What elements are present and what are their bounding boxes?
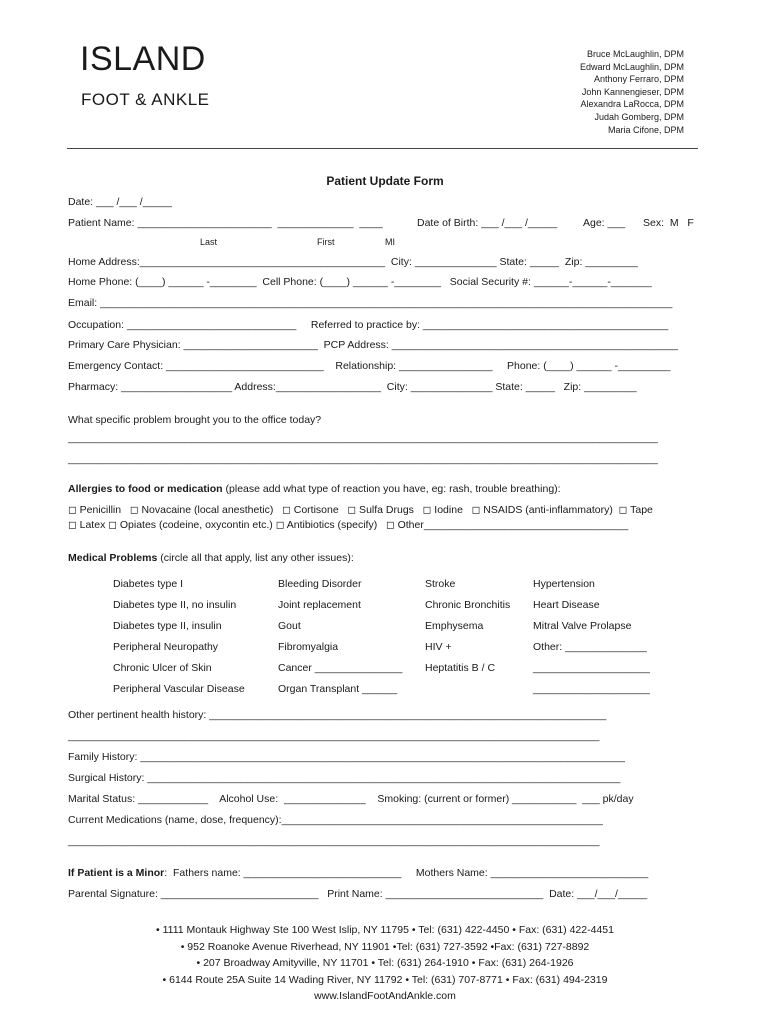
occupation-field[interactable]: Occupation: _____________________________ Referred to practice by: __________________________________________: [68, 319, 669, 331]
other-history-field[interactable]: Other pertinent health history: ____________________________________________________________________: [68, 709, 607, 721]
sublabel-last: Last: [200, 237, 218, 247]
other-history-line[interactable]: ___________________________________________________________________________________________: [68, 730, 600, 742]
problem-line[interactable]: _____________________________________________________________________________________________________: [68, 432, 658, 444]
office-address: • 207 Broadway Amityville, NY 11701 • Tel: (631) 264-1910 • Fax: (631) 264-1926: [196, 957, 574, 969]
phone-fields[interactable]: Home Phone: (____) ______ -________ Cell Phone: (____) ______ -________ Social Security #: ______-______-_______: [68, 276, 652, 288]
email-field[interactable]: Email: __________________________________________________________________________________________________: [68, 297, 673, 309]
doctor-name: Judah Gomberg, DPM: [594, 111, 684, 122]
condition-item[interactable]: Chronic Bronchitis: [425, 599, 511, 611]
condition-item[interactable]: Mitral Valve Prolapse: [533, 620, 632, 632]
website-link[interactable]: www.IslandFootAndAnkle.com: [314, 990, 456, 1002]
patient-name-field[interactable]: Patient Name: _______________________ _____________ ____: [68, 217, 383, 229]
doctor-name: Alexandra LaRocca, DPM: [580, 99, 684, 110]
header-divider: [67, 148, 698, 149]
condition-item[interactable]: Diabetes type II, no insulin: [113, 599, 237, 611]
problem-line[interactable]: _____________________________________________________________________________________________________: [68, 453, 658, 465]
office-locations: [0, 922, 770, 1005]
office-address: • 952 Roanoke Avenue Riverhead, NY 11901 •Tel: (631) 727-3592 •Fax: (631) 727-8892: [180, 940, 590, 953]
condition-item[interactable]: Stroke: [425, 578, 456, 590]
pcp-field[interactable]: Primary Care Physician: _______________________ PCP Address: _________________________________________________: [68, 339, 678, 351]
allergies-heading-bold: Allergies to food or medication: [68, 483, 223, 495]
emergency-contact-field[interactable]: Emergency Contact: ___________________________ Relationship: ________________ Phone: (____) ______ -_________: [68, 360, 671, 372]
home-address-field[interactable]: Home Address:__________________________________________ City: ______________ State: _____ Zip: _________: [68, 256, 638, 268]
parental-signature-field[interactable]: Parental Signature: ___________________________ Print Name: ___________________________ Date: ___/___/_____: [68, 888, 648, 900]
pharmacy-field[interactable]: Pharmacy: ___________________ Address:__________________ City: ______________ State: _____ Zip: _________: [68, 381, 637, 393]
doctor-name: John Kannengieser, DPM: [581, 86, 684, 97]
condition-blank[interactable]: ____________________: [533, 683, 650, 695]
parent-name-fields[interactable]: : Fathers name: ___________________________ Mothers Name: ___________________________: [164, 867, 649, 879]
condition-item[interactable]: Joint replacement: [278, 599, 361, 611]
allergy-options-line2[interactable]: ◻ Latex ◻ Opiates (codeine, oxycontin etc.) ◻ Antibiotics (specify) ◻ Other___________________________________: [68, 519, 629, 531]
condition-item[interactable]: Diabetes type II, insulin: [113, 620, 222, 632]
condition-item[interactable]: Fibromyalgia: [278, 641, 339, 653]
condition-item[interactable]: Cancer _______________: [278, 662, 403, 674]
sex-field[interactable]: Sex: M F: [643, 217, 694, 229]
condition-item[interactable]: Heart Disease: [533, 599, 600, 611]
age-field[interactable]: Age: ___: [583, 217, 626, 229]
condition-item[interactable]: Heptatitis B / C: [425, 662, 496, 674]
doctor-name: Edward McLaughlin, DPM: [579, 61, 684, 72]
condition-blank[interactable]: ____________________: [533, 662, 650, 674]
condition-item[interactable]: Organ Transplant ______: [278, 683, 398, 695]
condition-item[interactable]: Other: ______________: [533, 641, 647, 653]
family-history-field[interactable]: Family History: ___________________________________________________________________________________: [68, 751, 626, 763]
condition-item[interactable]: Peripheral Neuropathy: [113, 641, 219, 653]
marital-smoking-field[interactable]: Marital Status: ____________ Alcohol Use: ______________ Smoking: (current or former) ___________ ___ pk/day: [68, 793, 634, 805]
logo-subtitle: FOOT & ANKLE: [81, 90, 210, 109]
form-title: Patient Update Form: [326, 174, 444, 188]
minor-heading: If Patient is a Minor: [68, 867, 165, 879]
doctor-name: Anthony Ferraro, DPM: [593, 74, 684, 85]
allergy-options-line1[interactable]: ◻ Penicillin ◻ Novacaine (local anesthetic) ◻ Cortisone ◻ Sulfa Drugs ◻ Iodine ◻ NSAIDS (anti-inflammatory) ◻ Tape: [68, 504, 653, 516]
sublabel-first: First: [317, 237, 335, 247]
allergies-heading-note: (please add what type of reaction you have, eg: rash, trouble breathing):: [225, 483, 561, 495]
medical-problems-note: (circle all that apply, list any other issues):: [160, 552, 354, 564]
logo-title: ISLAND: [80, 40, 206, 78]
sublabel-mi: MI: [385, 237, 395, 247]
condition-item[interactable]: HIV +: [425, 641, 452, 653]
date-field[interactable]: Date: ___ /___ /_____: [68, 196, 172, 208]
condition-item[interactable]: Emphysema: [425, 620, 484, 632]
doctor-list: [580, 48, 684, 136]
condition-item[interactable]: Hypertension: [533, 578, 595, 590]
medical-problems-heading: [68, 552, 354, 564]
minor-fields[interactable]: [68, 867, 648, 879]
medications-line[interactable]: ___________________________________________________________________________________________: [68, 835, 600, 847]
date-of-birth-field[interactable]: Date of Birth: ___ /___ /_____: [417, 217, 558, 229]
condition-item[interactable]: Diabetes type I: [113, 578, 184, 590]
office-address: • 6144 Route 25A Suite 14 Wading River, NY 11792 • Tel: (631) 707-8771 • Fax: (631) 494-2319: [162, 973, 608, 986]
allergies-heading: [68, 483, 561, 495]
doctor-name: Maria Cifone, DPM: [607, 124, 684, 135]
condition-item[interactable]: Chronic Ulcer of Skin: [113, 662, 212, 674]
office-address: • 1111 Montauk Highway Ste 100 West Islip, NY 11795 • Tel: (631) 422-4450 • Fax: (631) 422-4451: [156, 924, 614, 936]
medications-field[interactable]: Current Medications (name, dose, frequency):_______________________________________________________: [68, 814, 603, 826]
doctor-name: Bruce McLaughlin, DPM: [586, 49, 684, 59]
problem-question: What specific problem brought you to the office today?: [68, 414, 322, 426]
condition-item[interactable]: Bleeding Disorder: [278, 578, 362, 590]
condition-item[interactable]: Peripheral Vascular Disease: [113, 683, 245, 695]
condition-item[interactable]: Gout: [278, 620, 301, 632]
medical-problems-bold: Medical Problems: [68, 552, 158, 564]
surgical-history-field[interactable]: Surgical History: _________________________________________________________________________________: [68, 772, 621, 784]
